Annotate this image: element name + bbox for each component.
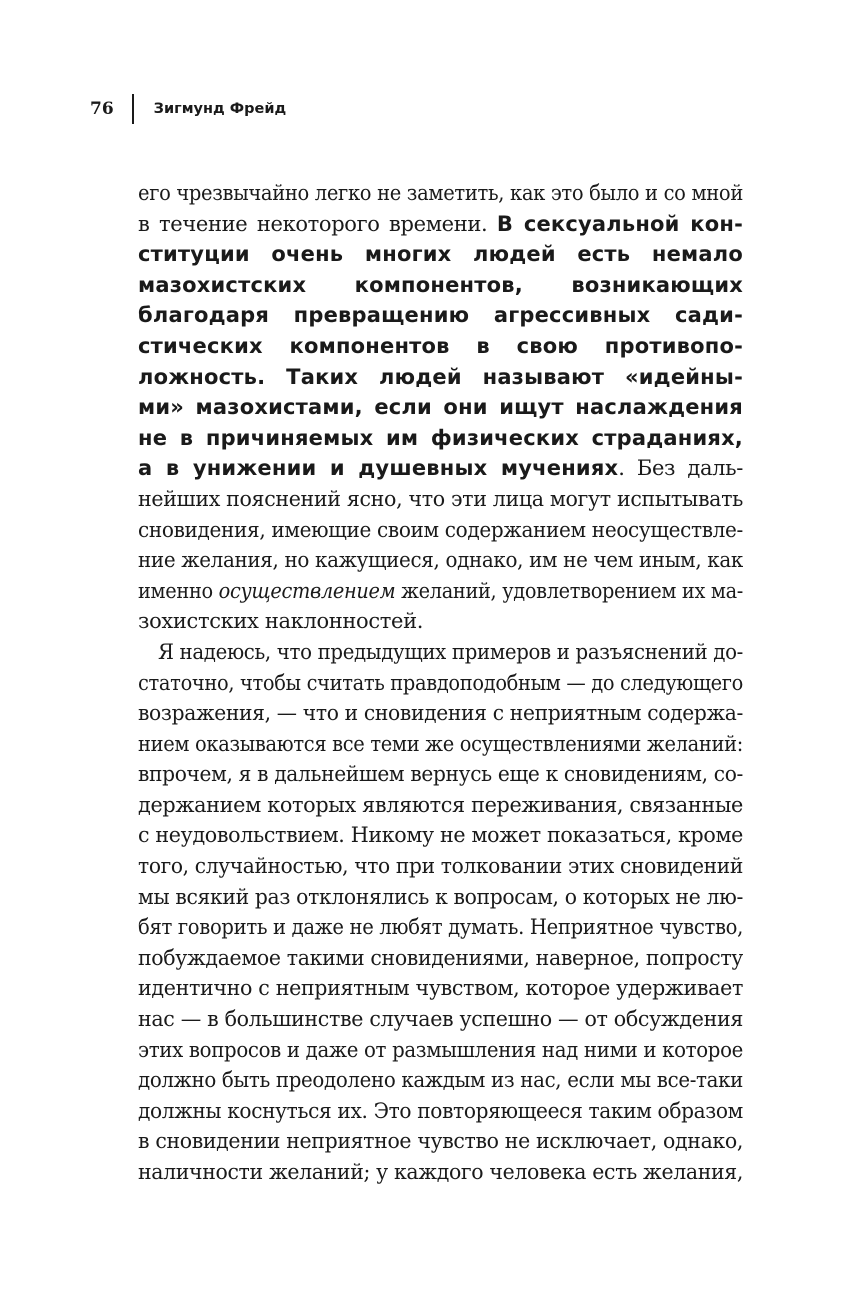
body-text: [138, 178, 743, 1188]
text-line: [138, 453, 743, 484]
text-line: нием оказываются все теми же осуществлениями желаний:: [138, 731, 743, 756]
text-line: держанием которых являются переживания, связанные: [138, 792, 743, 817]
page-number: 76: [90, 99, 114, 119]
bold-text-run: а в унижении и душевных мучениях: [138, 456, 619, 481]
bold-text-line: не в причиняемых им физических страданиях,: [138, 425, 743, 450]
bold-text-line: ституции очень многих людей есть немало: [138, 242, 743, 267]
text-line: впрочем, я в дальнейшем вернусь еще к сновидениям, со-: [138, 762, 743, 787]
bold-text-line: мазохистских компонентов, возникающих: [138, 272, 743, 297]
text-line: мы всякий раз отклонялись к вопросам, о которых не лю-: [138, 884, 743, 909]
text-line: этих вопросов и даже от размышления над ними и которое: [138, 1037, 743, 1062]
text-line: его чрезвычайно легко не заметить, как это было и со мной: [138, 181, 743, 205]
text-run: в течение некоторого времени.: [138, 211, 497, 236]
bold-text-line: ложность. Таких людей называют «идейны-: [138, 364, 743, 389]
paragraph-first-line: Я надеюсь, что предыдущих примеров и разъяснений до-: [158, 639, 743, 664]
text-run: . Без даль-: [618, 456, 743, 481]
text-line: ние желания, но кажущиеся, однако, им не чем иным, как: [138, 548, 743, 573]
text-run: желаний, удовлетворением их ма-: [395, 578, 743, 603]
text-line: с неудовольствием. Никому не может показаться, кроме: [138, 823, 743, 848]
text-line: статочно, чтобы считать правдоподобным — до следующего: [138, 670, 743, 695]
running-header: [90, 93, 286, 125]
running-title: Зигмунд Фрейд: [153, 101, 287, 117]
text-line: того, случайностью, что при толковании этих сновидений: [138, 854, 743, 879]
text-line: [138, 576, 743, 607]
text-line: сновидения, имеющие своим содержанием неосуществле-: [138, 517, 743, 542]
text-line: в сновидении неприятное чувство не исключает, однако,: [138, 1129, 743, 1154]
bold-text-line: ми» мазохистами, если они ищут наслаждения: [138, 395, 743, 420]
bold-text-line: благодаря превращению агрессивных сади-: [138, 303, 743, 328]
text-line: возражения, — что и сновидения с неприятным содержа-: [138, 701, 743, 726]
text-run: именно: [138, 578, 219, 603]
bold-text-run: В сексуальной кон-: [496, 211, 743, 236]
text-line: должно быть преодолено каждым из нас, если мы все-таки: [138, 1068, 743, 1093]
text-line: бят говорить и даже не любят думать. Неприятное чувство,: [138, 915, 743, 940]
text-line: нейших пояснений ясно, что эти лица могут испытывать: [138, 486, 743, 511]
text-line: зохистских наклонностей.: [138, 609, 424, 634]
bold-text-line: стических компонентов в свою противопо-: [138, 333, 743, 358]
text-line: идентично с неприятным чувством, которое удерживает: [138, 976, 743, 1001]
text-line: должны коснуться их. Это повторяющееся таким образом: [138, 1098, 743, 1123]
text-line: побуждаемое такими сновидениями, наверное, попросту: [138, 945, 743, 970]
text-line: [138, 209, 743, 240]
header-divider: [132, 94, 134, 124]
text-line: наличности желаний; у каждого человека есть желания,: [138, 1160, 743, 1184]
text-line: нас — в большинстве случаев успешно — от обсуждения: [138, 1007, 743, 1032]
italic-text-run: осуществлением: [218, 578, 396, 603]
